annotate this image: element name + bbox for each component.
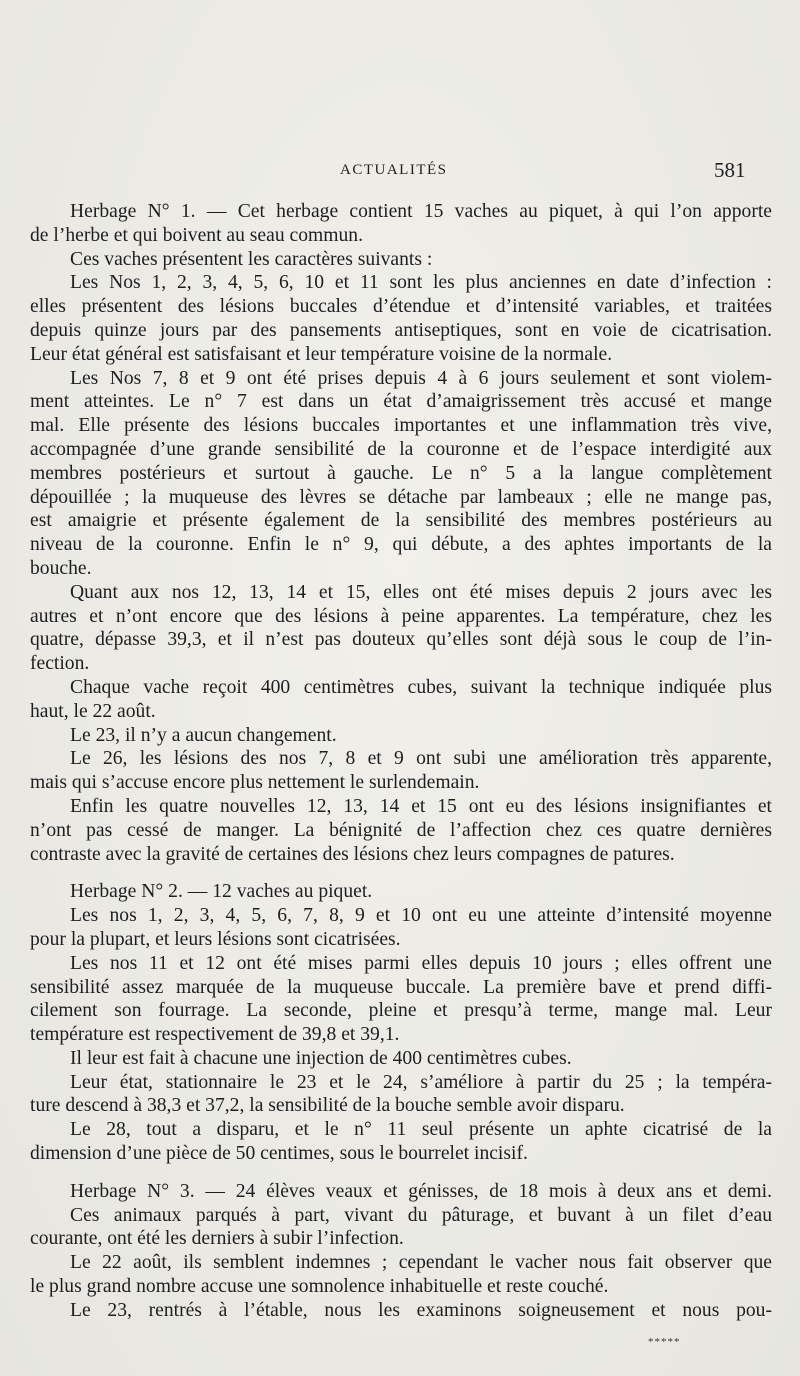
text-line: accompagnée d’une grande sensibilité de la couronne et de l’espace interdigité aux: [30, 438, 772, 460]
text-line: ture descend à 38,3 et 37,2, la sensibilité de la bouche semble avoir disparu.: [30, 1095, 625, 1117]
text-line: Herbage N° 1. — Cet herbage contient 15 vaches au piquet, à qui l’on apporte: [70, 201, 772, 222]
text-line: Le 23, rentrés à l’étable, nous les examinons soigneusement et nous pou-: [70, 1299, 772, 1321]
text-line: Les Nos 7, 8 et 9 ont été prises depuis 4 à 6 jours seulement et sont violem-: [70, 367, 772, 389]
text-line: Herbage N° 3. — 24 élèves veaux et génisses, de 18 mois à deux ans et demi.: [70, 1180, 772, 1202]
text-line: Les Nos 1, 2, 3, 4, 5, 6, 10 et 11 sont les plus anciennes en date d’infection :: [70, 272, 772, 294]
running-head: ACTUALITÉS: [340, 162, 448, 178]
text-line: Les nos 11 et 12 ont été mises parmi elles depuis 10 jours ; elles offrent une: [70, 952, 772, 974]
text-line: n’ont pas cessé de manger. La bénignité de l’affection chez ces quatre dernières: [30, 819, 772, 841]
text-line: Les nos 1, 2, 3, 4, 5, 6, 7, 8, 9 et 10 ont eu une atteinte d’intensité moyenne: [70, 905, 772, 927]
text-line: sensibilité assez marquée de la muqueuse buccale. La première bave et prend diffi-: [30, 976, 772, 998]
text-line: haut, le 22 août.: [30, 700, 156, 722]
text-line: Le 26, les lésions des nos 7, 8 et 9 ont subi une amélioration très apparente,: [70, 748, 772, 770]
text-line: dépouillée ; la muqueuse des lèvres se détache par lambeaux ; elle ne mange pas,: [30, 486, 772, 508]
text-line: Chaque vache reçoit 400 centimètres cubes, suivant la technique indiquée plus: [70, 676, 772, 698]
text-line: Enfin les quatre nouvelles 12, 13, 14 et 15 ont eu des lésions insignifiantes et: [70, 795, 772, 817]
page-header: [0, 158, 800, 188]
text-line: quatre, dépasse 39,3, et il n’est pas douteux qu’elles sont déjà sous le coup de l’in-: [30, 629, 772, 651]
text-line: le plus grand nombre accuse une somnolence inhabituelle et reste couché.: [30, 1276, 609, 1298]
text-line: Le 23, il n’y a aucun changement.: [70, 724, 337, 746]
text-line: courante, ont été les derniers à subir l’infection.: [30, 1228, 404, 1250]
paragraph-gap: [30, 1166, 772, 1180]
text-line: Il leur est fait à chacune une injection de 400 centimètres cubes.: [70, 1047, 572, 1069]
paragraph-gap: [30, 866, 772, 880]
text-line: Le 22 août, ils semblent indemnes ; cependant le vacher nous fait observer que: [70, 1252, 772, 1274]
text-line: autres et n’ont encore que des lésions à peine apparentes. La température, chez les: [30, 605, 772, 627]
text-line: fection.: [30, 653, 90, 675]
document-body: [30, 200, 772, 1323]
text-line: Leur état, stationnaire le 23 et le 24, s’améliore à partir du 25 ; la tempéra-: [70, 1071, 772, 1093]
text-line: de l’herbe et qui boivent au seau commun.: [30, 224, 363, 246]
text-line: Le 28, tout a disparu, et le n° 11 seul présente un aphte cicatrisé de la: [70, 1119, 772, 1141]
text-line: cilement son fourrage. La seconde, pleine et presqu’à terme, mange mal. Leur: [30, 1000, 772, 1022]
page-number: 581: [714, 158, 746, 182]
text-line: depuis quinze jours par des pansements antiseptiques, sont en voie de cicatrisation.: [30, 319, 772, 341]
text-line: dimension d’une pièce de 50 centimes, sous le bourrelet incisif.: [30, 1143, 528, 1165]
text-line: Quant aux nos 12, 13, 14 et 15, elles ont été mises depuis 2 jours avec les: [70, 581, 772, 603]
text-line: est amaigrie et présente également de la sensibilité des membres postérieurs au: [30, 510, 772, 532]
text-line: niveau de la couronne. Enfin le n° 9, qui débute, a des aphtes importants de la: [30, 534, 772, 556]
text-line: Herbage N° 2. — 12 vaches au piquet.: [70, 881, 373, 903]
text-line: elles présentent des lésions buccales d’étendue et d’intensité variables, et traitées: [30, 296, 772, 318]
text-line: membres postérieurs et surtout à gauche. Le n° 5 a la langue complètement: [30, 462, 772, 484]
text-line: température est respectivement de 39,8 et 39,1.: [30, 1024, 400, 1046]
text-line: contraste avec la gravité de certaines des lésions chez leurs compagnes de patures.: [30, 843, 675, 865]
text-line: mais qui s’accuse encore plus nettement le surlendemain.: [30, 772, 480, 794]
text-line: Ces vaches présentent les caractères suivants :: [70, 248, 433, 270]
text-line: Ces animaux parqués à part, vivant du pâturage, et buvant à un filet d’eau: [70, 1204, 772, 1226]
signature-mark: *****: [648, 1336, 681, 1348]
text-line: Leur état général est satisfaisant et leur température voisine de la normale.: [30, 343, 613, 365]
text-line: mal. Elle présente des lésions buccales importantes et une inflammation très vive,: [30, 415, 772, 437]
text-line: bouche.: [30, 557, 92, 579]
text-line: pour la plupart, et leurs lésions sont cicatrisées.: [30, 928, 401, 950]
text-line: ment atteintes. Le n° 7 est dans un état d’amaigrissement très accusé et mange: [30, 391, 772, 413]
